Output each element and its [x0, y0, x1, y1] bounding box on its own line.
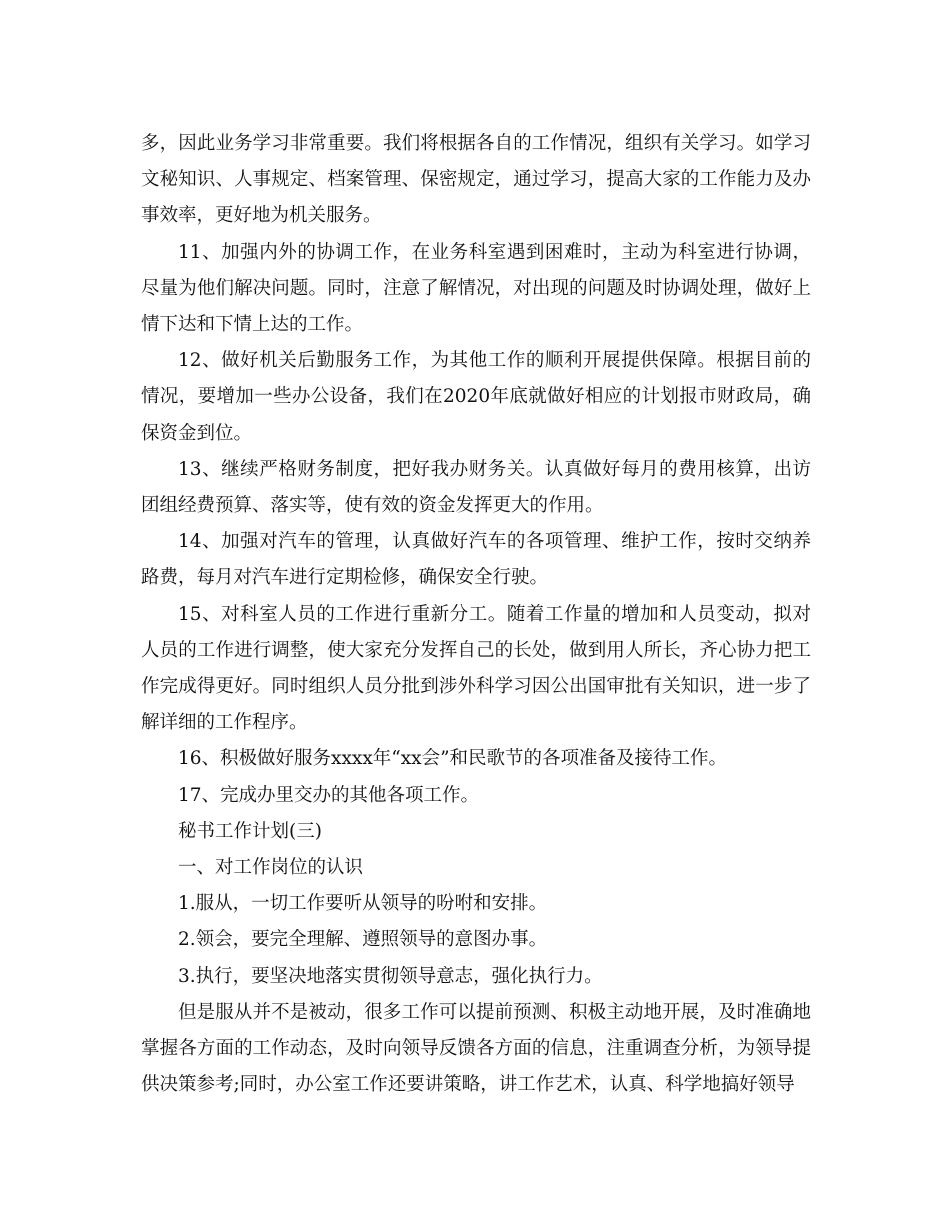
paragraph-item-12: 12、做好机关后勤服务工作，为其他工作的顺利开展提供保障。根据目前的情况，要增加一些办公设备，我们在2020年底就做好相应的计划报市财政局，确保资金到位。 — [141, 350, 811, 444]
paragraph-closing: 但是服从并不是被动，很多工作可以提前预测、积极主动地开展，及时准确地掌握各方面的工作动态，及时向领导反馈各方面的信息，注重调查分析，为领导提供决策参考;同时，办公室工作还要讲策略，讲工作艺术，认真、科学地搞好领导 — [141, 1001, 811, 1096]
paragraph-item-13: 13、继续严格财务制度，把好我办财务关。认真做好每月的费用核算，出访团组经费预算、落实等，使有效的资金发挥更大的作用。 — [141, 458, 811, 517]
list-item-2: 2.领会，要完全理解、遵照领导的意图办事。 — [178, 929, 548, 951]
list-item-3: 3.执行，要坚决地落实贯彻领导意志，强化执行力。 — [178, 965, 603, 987]
document-body — [141, 126, 811, 1103]
paragraph-item-15: 15、对科室人员的工作进行重新分工。随着工作量的增加和人员变动，拟对人员的工作进行调整，使大家充分发挥自己的长处，做到用人所长，齐心协力把工作完成得更好。同时组织人员分批到涉外科学习因公出国审批有关知识，进一步了解详细的工作程序。 — [141, 603, 811, 734]
list-item-1: 1.服从，一切工作要听从领导的吩咐和安排。 — [178, 893, 548, 915]
paragraph-continuation: 多，因此业务学习非常重要。我们将根据各自的工作情况，组织有关学习。如学习文秘知识、人事规定、档案管理、保密规定，通过学习，提高大家的工作能力及办事效率，更好地为机关服务。 — [141, 133, 811, 227]
subsection-heading: 一、对工作岗位的认识 — [178, 857, 364, 879]
paragraph-item-14: 14、加强对汽车的管理，认真做好汽车的各项管理、维护工作，按时交纳养路费，每月对汽车进行定期检修，确保安全行驶。 — [141, 531, 811, 589]
paragraph-item-16: 16、积极做好服务xxxx年“xx会”和民歌节的各项准备及接待工作。 — [178, 748, 728, 770]
paragraph-item-17: 17、完成办里交办的其他各项工作。 — [178, 784, 480, 806]
section-title: 秘书工作计划(三) — [178, 820, 322, 842]
paragraph-item-11: 11、加强内外的协调工作，在业务科室遇到困难时，主动为科室进行协调，尽量为他们解决问题。同时，注意了解情况，对出现的问题及时协调处理，做好上情下达和下情上达的工作。 — [141, 241, 811, 336]
